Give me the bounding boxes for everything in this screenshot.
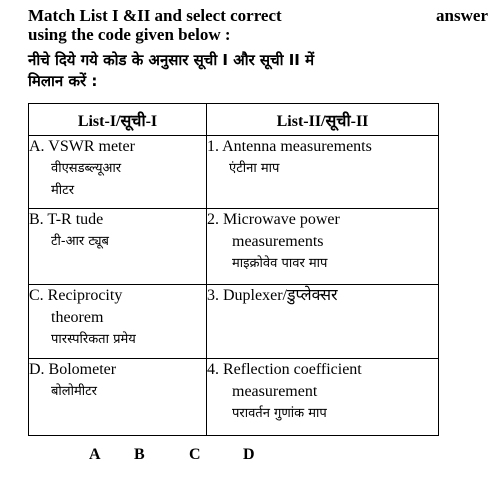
- list1-header: List-I/सूची-I: [29, 104, 207, 136]
- list1-item-text: D. Bolometer: [29, 361, 117, 378]
- table-row: [29, 359, 439, 436]
- list2-header: List-II/सूची-II: [207, 104, 439, 136]
- list1-item-text: theorem: [51, 309, 104, 326]
- list1-item-hindi: मीटर: [51, 183, 75, 198]
- list2-item-text: 4. Reflection coefficient: [207, 361, 362, 378]
- question-en-line1-end: answer: [436, 6, 488, 25]
- question-hi-line1: नीचे दिये गये कोड के अनुसार सूची I और सूची II में: [28, 51, 315, 69]
- list2-item-hindi: माइक्रोवेव पावर माप: [232, 256, 328, 271]
- list1-item-text: B. T-R tude: [29, 211, 104, 228]
- list2-item-text: measurement: [232, 383, 318, 400]
- list2-item-text: 1. Antenna measurements: [207, 138, 372, 155]
- list1-cell-d: [29, 359, 207, 436]
- table-row: [29, 136, 439, 209]
- list2-item-text: measurements: [232, 233, 324, 250]
- list1-item-text: A. VSWR meter: [29, 138, 135, 155]
- question-en-line2: using the code given below :: [28, 25, 231, 44]
- list1-item-hindi: वीएसडब्ल्यूआर: [51, 161, 122, 176]
- question-en-line1: Match List I &II and select correct: [28, 6, 282, 25]
- list2-item-text: 3. Duplexer/डुप्लेक्सर: [207, 287, 338, 304]
- question-hi-line2: मिलान करें :: [28, 72, 98, 90]
- list1-item-hindi: पारस्परिकता प्रमेय: [51, 332, 136, 347]
- list2-cell-1: [207, 136, 439, 209]
- list2-item-hindi: परावर्तन गुणांक माप: [232, 406, 327, 421]
- list2-item-hindi: एंटीना माप: [229, 161, 280, 176]
- table-header-row: [29, 104, 439, 136]
- list2-cell-3: [207, 285, 439, 359]
- code-label-c: C: [189, 446, 201, 463]
- list1-cell-b: [29, 209, 207, 285]
- list1-item-hindi: बोलोमीटर: [51, 384, 97, 399]
- code-label-a: A: [89, 446, 101, 463]
- matching-table: [28, 103, 439, 436]
- table-row: [29, 285, 439, 359]
- list2-item-text: 2. Microwave power: [207, 211, 340, 228]
- list2-cell-2: [207, 209, 439, 285]
- question-english: [28, 6, 488, 44]
- list1-item-text: C. Reciprocity: [29, 287, 123, 304]
- code-label-d: D: [243, 446, 255, 463]
- question-hindi: [28, 50, 488, 92]
- code-label-b: B: [134, 446, 145, 463]
- table-row: [29, 209, 439, 285]
- list1-cell-c: [29, 285, 207, 359]
- list1-item-hindi: टी-आर ट्यूब: [51, 234, 109, 249]
- list2-cell-4: [207, 359, 439, 436]
- list1-cell-a: [29, 136, 207, 209]
